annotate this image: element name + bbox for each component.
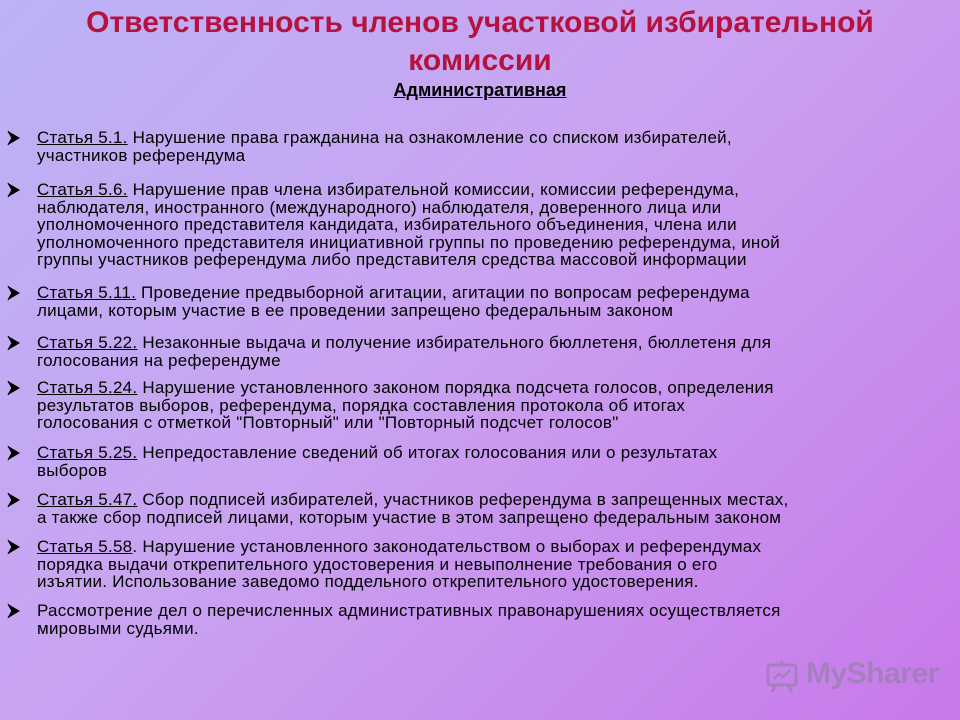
list-item-description: Рассмотрение дел о перечисленных административных правонарушениях осуществляется (37, 601, 781, 620)
slide-title-line-2: комиссии (408, 44, 552, 77)
list-item-description: Незаконные выдача и получение избирательного бюллетеня, бюллетеня для (137, 333, 772, 352)
article-reference-link[interactable]: Статья 5.1. (37, 128, 128, 147)
list-item-line: мировыми судьями. (37, 618, 199, 638)
list-item-line: голосования с отметкой "Повторный" или "Повторный подсчет голосов" (37, 413, 619, 433)
arrowhead-bullet-icon (7, 285, 21, 301)
slide-subtitle: Административная (393, 80, 567, 100)
arrowhead-bullet-icon (7, 380, 21, 396)
list-item-line: наблюдателя, иностранного (международного) наблюдателя, доверенного лица или (37, 197, 722, 217)
list-item-description: Нарушение установленного законом порядка подсчета голосов, определения (137, 378, 774, 397)
article-reference-link[interactable]: Статья 5.22. (37, 333, 138, 352)
list-item-line (37, 444, 952, 462)
list-item-text (37, 538, 952, 591)
list-item-line: уполномоченного представителя инициативной группы по проведению референдума, иной (37, 232, 781, 252)
list-item-line (37, 284, 952, 302)
list-item-text (37, 491, 952, 526)
list-item-line: голосования на референдуме (37, 350, 281, 370)
list-item-description: . Нарушение установленного законодательством о выборах и референдумах (132, 537, 762, 556)
list-item-description: Сбор подписей избирателей, участников референдума в запрещенных местах, (137, 490, 789, 509)
list-item-line (37, 491, 952, 509)
list-item-text (37, 129, 952, 164)
list-item-description: Нарушение права гражданина на ознакомление со списком избирателей, (127, 128, 732, 147)
arrowhead-bullet-icon (7, 492, 21, 508)
list-item-line: лицами, которым участие в ее проведении запрещено федеральным законом (37, 300, 674, 320)
presentation-board-icon (766, 659, 802, 693)
list-item-text (37, 444, 952, 479)
watermark-text: MySharer (806, 657, 939, 690)
list-item-text (37, 379, 952, 432)
article-reference-link[interactable]: Статья 5.47. (37, 490, 138, 509)
watermark-logo (766, 655, 939, 695)
list-item-description: Непредоставление сведений об итогах голосования или о результатах (137, 443, 718, 462)
list-item-line: выборов (37, 460, 108, 480)
list-item-text (37, 602, 952, 637)
arrowhead-bullet-icon (7, 182, 21, 198)
article-reference-link[interactable]: Статья 5.6. (37, 180, 128, 199)
list-item-line (37, 538, 952, 556)
list-item-line: изъятии. Использование заведомо поддельного открепительного удостоверения. (37, 572, 699, 592)
list-item-text (37, 284, 952, 319)
article-reference-link[interactable]: Статья 5.24. (37, 378, 138, 397)
slide-title (40, 4, 920, 80)
list-item-line (37, 129, 952, 147)
slide-title-line-1: Ответственность членов участковой избирательной (86, 6, 874, 39)
list-item-line: группы участников референдума либо представителя средства массовой информации (37, 250, 747, 270)
list-item-line: уполномоченного представителя кандидата, избирательного объединения, члена или (37, 215, 737, 235)
list-item-line (37, 379, 952, 397)
article-reference-link[interactable]: Статья 5.25. (37, 443, 138, 462)
list-item-line (37, 602, 952, 620)
list-item-line: результатов выборов, референдума, порядка составления протокола об итогах (37, 395, 686, 415)
arrowhead-bullet-icon (7, 539, 21, 555)
list-item-text (37, 334, 952, 369)
list-item-line: участников референдума (37, 145, 246, 165)
article-reference-link[interactable]: Статья 5.58 (37, 537, 133, 556)
arrowhead-bullet-icon (7, 335, 21, 351)
arrowhead-bullet-icon (7, 445, 21, 461)
list-item-text (37, 181, 952, 269)
list-item-description: Проведение предвыборной агитации, агитации по вопросам референдума (136, 283, 750, 302)
list-item-line: порядка выдачи открепительного удостоверения и невыполнение требования о его (37, 554, 718, 574)
arrowhead-bullet-icon (7, 130, 21, 146)
list-item-line (37, 334, 952, 352)
list-item-line: а также сбор подписей лицами, которым участие в этом запрещено федеральным законом (37, 507, 782, 527)
arrowhead-bullet-icon (7, 603, 21, 619)
article-reference-link[interactable]: Статья 5.11. (37, 283, 137, 302)
list-item-line (37, 181, 952, 199)
list-item-description: Нарушение прав члена избирательной комиссии, комиссии референдума, (127, 180, 740, 199)
